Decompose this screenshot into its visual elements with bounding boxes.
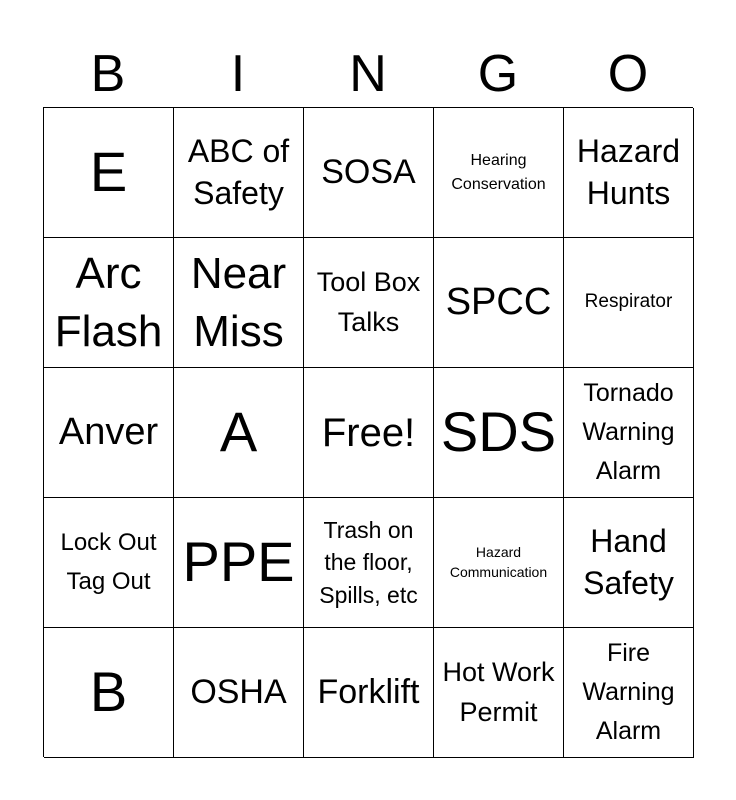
cell-label: Tool Box Talks bbox=[316, 267, 421, 337]
bingo-cell[interactable] bbox=[304, 628, 434, 758]
bingo-cell[interactable] bbox=[564, 498, 694, 628]
bingo-cell[interactable] bbox=[44, 498, 174, 628]
bingo-cell[interactable] bbox=[174, 628, 304, 758]
bingo-cell[interactable] bbox=[304, 238, 434, 368]
bingo-cell[interactable] bbox=[174, 498, 304, 628]
header-letter-n: N bbox=[349, 45, 387, 103]
bingo-cell[interactable] bbox=[564, 238, 694, 368]
cell-label: SPCC bbox=[445, 280, 552, 323]
bingo-header bbox=[43, 40, 693, 108]
cell-label: Lock Out Tag Out bbox=[60, 529, 157, 595]
cell-label: Hearing Conservation bbox=[451, 152, 546, 193]
cell-label: Trash on the floor, Spills, etc bbox=[319, 517, 418, 608]
cell-label: PPE bbox=[182, 530, 295, 594]
bingo-cell[interactable] bbox=[44, 628, 174, 758]
bingo-cell[interactable] bbox=[304, 368, 434, 498]
bingo-cell[interactable] bbox=[434, 368, 564, 498]
cell-label: ABC of Safety bbox=[187, 132, 290, 211]
bingo-cell[interactable] bbox=[174, 238, 304, 368]
cell-label: Fire Warning Alarm bbox=[582, 639, 675, 745]
bingo-board bbox=[43, 107, 693, 757]
cell-label: Hazard Hunts bbox=[576, 132, 681, 211]
cell-label: SDS bbox=[440, 400, 557, 464]
bingo-cell[interactable] bbox=[174, 108, 304, 238]
cell-label: E bbox=[89, 140, 128, 204]
bingo-cell[interactable] bbox=[44, 108, 174, 238]
bingo-cell[interactable] bbox=[564, 108, 694, 238]
cell-label: Hazard Communication bbox=[449, 543, 548, 580]
header-letter-g: G bbox=[477, 45, 519, 103]
bingo-cell[interactable] bbox=[44, 238, 174, 368]
cell-label: SOSA bbox=[321, 152, 416, 191]
cell-label: Arc Flash bbox=[54, 249, 163, 356]
cell-label: Near Miss bbox=[190, 249, 287, 356]
cell-label: Hot Work Permit bbox=[442, 657, 555, 727]
bingo-cell[interactable] bbox=[304, 498, 434, 628]
cell-label: OSHA bbox=[190, 672, 287, 711]
bingo-cell[interactable] bbox=[434, 628, 564, 758]
cell-label: A bbox=[219, 400, 258, 464]
cell-label: Anver bbox=[58, 410, 159, 453]
bingo-cell[interactable] bbox=[434, 498, 564, 628]
bingo-cell[interactable] bbox=[174, 368, 304, 498]
bingo-cell[interactable] bbox=[44, 368, 174, 498]
cell-label: Free! bbox=[321, 410, 416, 455]
header-letter-o: O bbox=[607, 45, 649, 103]
bingo-cell[interactable] bbox=[434, 238, 564, 368]
header-letter-i: I bbox=[230, 45, 246, 103]
bingo-cell[interactable] bbox=[564, 628, 694, 758]
bingo-cell[interactable] bbox=[434, 108, 564, 238]
cell-label: Tornado Warning Alarm bbox=[582, 379, 675, 485]
bingo-cell[interactable] bbox=[304, 108, 434, 238]
bingo-cell[interactable] bbox=[564, 368, 694, 498]
cell-label: Forklift bbox=[317, 672, 420, 711]
cell-label: Respirator bbox=[584, 291, 673, 313]
cell-label: B bbox=[89, 660, 128, 724]
header-letter-b: B bbox=[90, 45, 126, 103]
cell-label: Hand Safety bbox=[583, 522, 674, 601]
